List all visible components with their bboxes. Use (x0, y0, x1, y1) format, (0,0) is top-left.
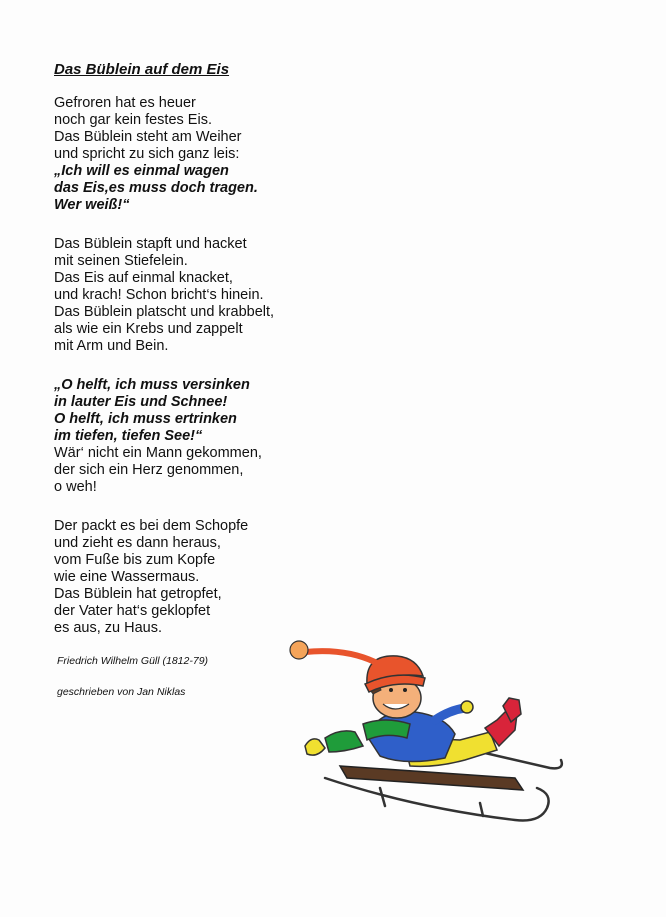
poem-line: Das Büblein stapft und hacket (54, 236, 247, 252)
poem-line: noch gar kein festes Eis. (54, 112, 212, 128)
stanza-1 (54, 95, 258, 214)
poem-line: als wie ein Krebs und zappelt (54, 321, 243, 337)
stanza-4 (54, 518, 248, 637)
poem-line: im tiefen, tiefen See!“ (54, 428, 203, 444)
poem-line: O helft, ich muss ertrinken (54, 411, 237, 427)
poem-line: das Eis,es muss doch tragen. (54, 180, 258, 196)
poem-line: „O helft, ich muss versinken (54, 377, 250, 393)
stanza-3 (54, 377, 262, 496)
poem-line: und zieht es dann heraus, (54, 535, 221, 551)
writer-credit: geschrieben von Jan Niklas (57, 686, 186, 698)
poem-line: und krach! Schon bricht‘s hinein. (54, 287, 264, 303)
poem-line: mit seinen Stiefelein. (54, 253, 188, 269)
poem-line: Das Büblein hat getropfet, (54, 586, 222, 602)
poem-line: in lauter Eis und Schnee! (54, 394, 228, 410)
poem-line: es aus, zu Haus. (54, 620, 162, 636)
poem-line: o weh! (54, 479, 97, 495)
poem-line: mit Arm und Bein. (54, 338, 169, 354)
author-credit: Friedrich Wilhelm Güll (1812-79) (57, 655, 209, 667)
right-glove (461, 701, 473, 713)
poem-line: und spricht zu sich ganz leis: (54, 146, 240, 162)
poem-line: Wer weiß!“ (54, 197, 130, 213)
poem-line: wie eine Wassermaus. (54, 569, 200, 585)
sled-seat (340, 766, 523, 790)
poem-line: der sich ein Herz genommen, (54, 462, 244, 478)
boy-on-sled-illustration (285, 628, 585, 838)
hat-pompom (290, 641, 308, 659)
poem-line: vom Fuße bis zum Kopfe (54, 552, 216, 568)
poem-title: Das Büblein auf dem Eis (54, 61, 230, 78)
poem-line: Wär‘ nicht ein Mann gekommen, (54, 445, 262, 461)
poem-line: „Ich will es einmal wagen (54, 163, 229, 179)
poem-line: Das Büblein steht am Weiher (54, 129, 242, 145)
left-glove (305, 739, 325, 755)
poem-line: der Vater hat‘s geklopfet (54, 603, 211, 619)
poem-line: Gefroren hat es heuer (54, 95, 196, 111)
stanza-2 (54, 236, 274, 355)
poem-line: Das Eis auf einmal knacket, (54, 270, 233, 286)
poem-line: Der packt es bei dem Schopfe (54, 518, 249, 534)
poem-line: Das Büblein platscht und krabbelt, (54, 304, 275, 320)
